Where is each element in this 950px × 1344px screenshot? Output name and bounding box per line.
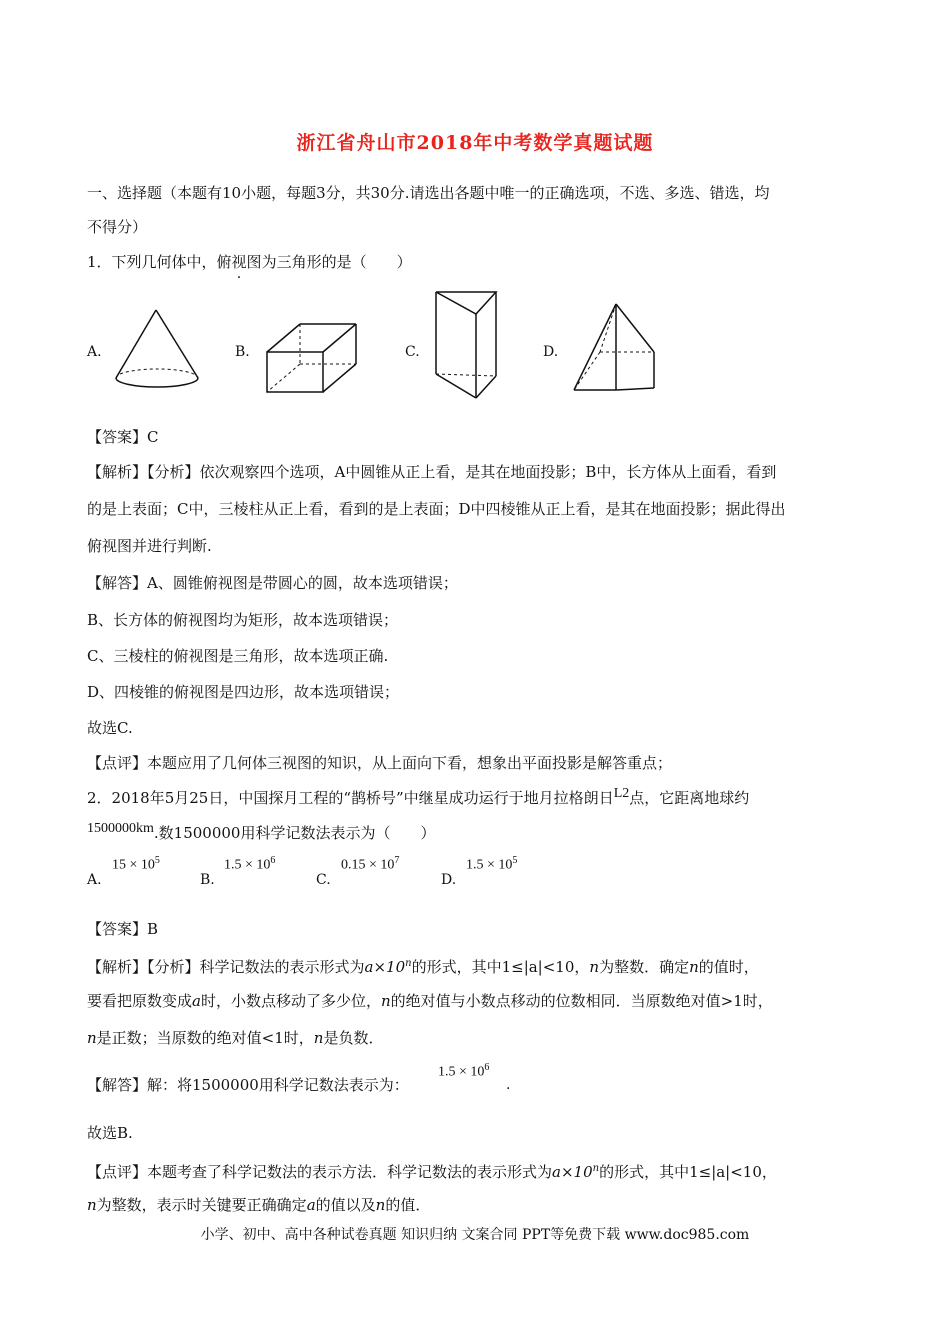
q1-solution-line: C、三棱柱的俯视图是三角形，故本选项正确. <box>87 647 389 665</box>
q2-analysis-line: 要看把原数变成a时，小数点移动了多少位，n的绝对值与小数点移动的位数相同．当原数绝对值>1时， <box>87 992 773 1010</box>
q2-option-b-label: B. <box>200 872 215 888</box>
q2-option-a-label: A. <box>87 872 102 888</box>
page-footer: 小学、初中、高中各种试卷真题 知识归纳 文案合同 PPT等免费下载 www.doc985.com <box>200 1227 750 1243</box>
triangular-prism-figure <box>428 288 508 408</box>
q1-analysis-line: 俯视图并进行判断. <box>87 537 212 555</box>
distance-value: 1500000km <box>87 821 154 836</box>
q2-option-d-label: D. <box>441 872 457 888</box>
emphasis-text: 俯视图 <box>216 253 262 271</box>
q2-option-c-label: C. <box>316 872 331 888</box>
q1-analysis-line: 【解析】【分析】依次观察四个选项，A中圆锥从正上看，是其在地面投影；B中，长方体从上面看，看到 <box>87 463 777 481</box>
q1-answer: 【答案】C <box>87 428 159 446</box>
q2-option-a-value: $15 \times 10^5$ <box>112 855 160 873</box>
option-b-label: B. <box>235 344 250 360</box>
square-pyramid-figure <box>570 300 660 395</box>
q2-comment-line: 【点评】本题考查了科学记数法的表示方法．科学记数法的表示形式为$a\times 10^n$的形式，其中1≤|a|<10， <box>87 1163 777 1181</box>
option-d-label: D. <box>543 344 559 360</box>
page-title: 浙江省舟山市2018年中考数学真题试题 <box>296 132 654 154</box>
q2-solution-end: . <box>506 1077 511 1093</box>
cone-figure <box>108 306 208 396</box>
q1-analysis-line: 的是上表面；C中，三棱柱从正上看，看到的是上表面；D中四棱锥从正上看，是其在地面投影；据此得出 <box>87 500 786 518</box>
q2-option-d-value: $1.5 \times 10^5$ <box>466 855 518 873</box>
option-a-label: A. <box>87 344 102 360</box>
question-2-stem-cont: 1500000km.数1500000用科学记数法表示为（ ） <box>87 821 436 842</box>
l2-symbol: L2 <box>613 786 630 801</box>
q1-solution-line: 故选C. <box>87 719 133 737</box>
q2-pick: 故选B. <box>87 1124 133 1142</box>
q2-analysis-line: 【解析】【分析】科学记数法的表示形式为$a\times 10^n$的形式，其中1≤|a|<10，n为整数．确定n的值时， <box>87 958 759 976</box>
q2-solution-value: $1.5 \times 10^6$ <box>438 1062 490 1080</box>
q2-comment-line: n为整数，表示时关键要正确确定a的值以及n的值． <box>87 1196 431 1214</box>
q2-option-b-value: $1.5 \times 10^6$ <box>224 855 276 873</box>
q1-solution-line: D、四棱锥的俯视图是四边形，故本选项错误； <box>87 683 400 701</box>
q1-solution-line: 【解答】A、圆锥俯视图是带圆心的圆，故本选项错误； <box>87 574 458 592</box>
q2-answer: 【答案】B <box>87 920 159 938</box>
q2-analysis-line: n是正数；当原数的绝对值<1时，n是负数． <box>87 1029 384 1047</box>
question-2-stem: 2．2018年5月25日，中国探月工程的“鹊桥号”中继星成功运行于地月拉格朗日L2点，它距离地球约 <box>87 786 750 807</box>
q2-option-c-value: $0.15 \times 10^7$ <box>341 855 400 873</box>
option-c-label: C. <box>405 344 420 360</box>
section-instructions: 一、选择题（本题有10小题，每题3分，共30分.请选出各题中唯一的正确选项，不选、多选、错选，均 <box>87 184 770 202</box>
q2-solution: 【解答】解：将1500000用科学记数法表示为： <box>87 1076 409 1094</box>
box-figure <box>262 318 362 398</box>
q1-solution-line: B、长方体的俯视图均为矩形，故本选项错误； <box>87 611 399 629</box>
section-instructions-cont: 不得分） <box>87 218 148 236</box>
q1-comment: 【点评】本题应用了几何体三视图的知识，从上面向下看，想象出平面投影是解答重点； <box>87 754 673 772</box>
question-1-stem: 1．下列几何体中，俯视图为三角形的是（ ） <box>87 253 412 271</box>
